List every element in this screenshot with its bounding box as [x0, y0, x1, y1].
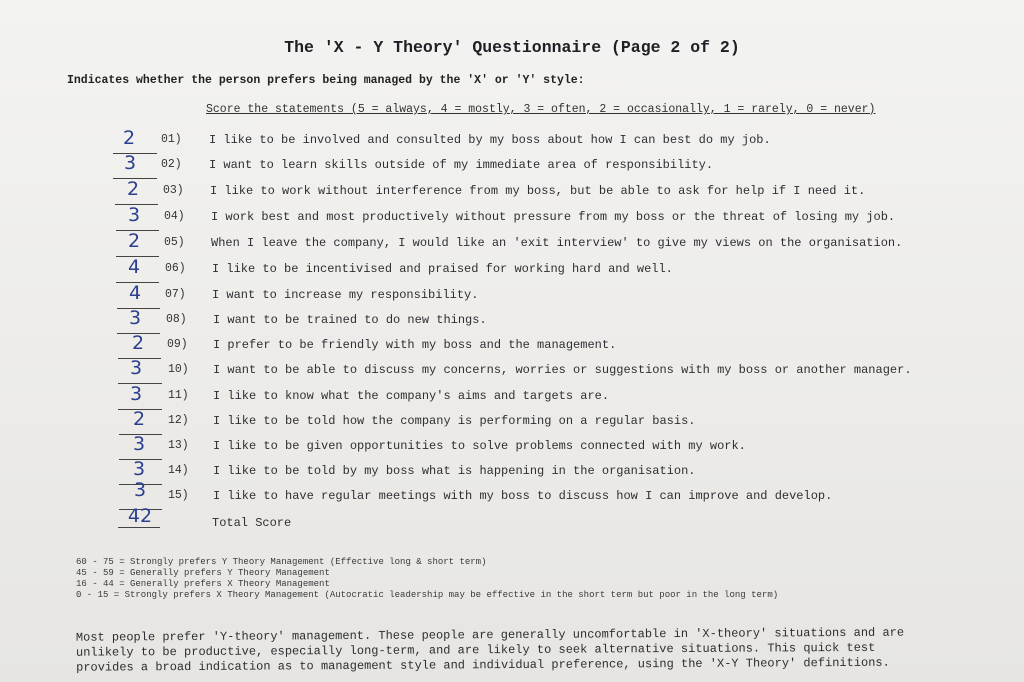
- handwritten-score: 3: [132, 433, 146, 455]
- handwritten-score: 2: [122, 127, 136, 149]
- question-text: I like to be given opportunities to solve problems connected with my work.: [213, 439, 746, 453]
- legend-line: 60 - 75 = Strongly prefers Y Theory Management (Effective long & short term): [76, 557, 487, 567]
- total-score-value: 42: [127, 505, 153, 527]
- scoring-instructions: Score the statements (5 = always, 4 = mostly, 3 = often, 2 = occasionally, 1 = rarely, 0 = never): [206, 103, 876, 116]
- total-score-label: Total Score: [212, 516, 292, 530]
- footer-line: unlikely to be productive, especially long-term, and are likely to seek alternative situations. This quick test: [75, 640, 876, 660]
- question-number: 06): [165, 262, 186, 275]
- question-number: 04): [164, 210, 185, 223]
- subtitle: Indicates whether the person prefers being managed by the 'X' or 'Y' style:: [67, 74, 585, 87]
- legend-line: 45 - 59 = Generally prefers Y Theory Management: [76, 568, 330, 578]
- question-number: 07): [165, 288, 186, 301]
- question-number: 02): [161, 158, 182, 171]
- question-text: I like to be told how the company is performing on a regular basis.: [213, 414, 696, 428]
- footer-paragraph: [76, 625, 956, 675]
- handwritten-score: 3: [128, 307, 142, 329]
- score-legend: [76, 557, 778, 601]
- legend-line: 16 - 44 = Generally prefers X Theory Management: [76, 579, 330, 589]
- question-text: I like to work without interference from my boss, but be able to ask for help if I need it.: [210, 184, 866, 198]
- footer-line: provides a broad indication as to management style and individual preference, using the 'X-Y Theory' definitions.: [76, 655, 890, 675]
- question-text: I want to increase my responsibility.: [212, 288, 479, 302]
- page-title: The 'X - Y Theory' Questionnaire (Page 2 of 2): [284, 38, 740, 57]
- handwritten-score: 3: [127, 204, 141, 226]
- question-number: 08): [166, 313, 187, 326]
- handwritten-score: 3: [123, 152, 137, 174]
- question-number: 11): [168, 389, 189, 402]
- handwritten-score: 2: [132, 408, 146, 430]
- handwritten-score: 3: [129, 383, 143, 405]
- question-text: I want to learn skills outside of my immediate area of responsibility.: [209, 158, 714, 172]
- footer-line: Most people prefer 'Y-theory' management. These people are generally uncomfortable in 'X-theory' situations and are: [75, 625, 905, 645]
- question-text: I like to be incentivised and praised for working hard and well.: [212, 262, 673, 276]
- question-number: 01): [161, 133, 182, 146]
- question-text: I want to be able to discuss my concerns, worries or suggestions with my boss or another manager.: [213, 363, 912, 377]
- question-number: 05): [164, 236, 185, 249]
- question-text: I like to know what the company's aims and targets are.: [213, 389, 610, 403]
- question-number: 14): [168, 464, 189, 477]
- question-text: I like to have regular meetings with my boss to discuss how I can improve and develop.: [213, 489, 833, 503]
- question-number: 15): [168, 489, 189, 502]
- question-text: I like to be told by my boss what is happening in the organisation.: [213, 464, 696, 478]
- question-number: 12): [168, 414, 189, 427]
- handwritten-score: 2: [126, 178, 140, 200]
- handwritten-score: 4: [128, 282, 142, 304]
- question-text: I prefer to be friendly with my boss and the management.: [213, 338, 617, 352]
- handwritten-score: 2: [131, 332, 145, 354]
- handwritten-score: 3: [133, 479, 147, 501]
- question-number: 13): [168, 439, 189, 452]
- handwritten-score: 4: [127, 256, 141, 278]
- question-text: I work best and most productively without pressure from my boss or the threat of losing my job.: [211, 210, 896, 224]
- question-row: [0, 127, 1024, 159]
- legend-line: 0 - 15 = Strongly prefers X Theory Management (Autocratic leadership may be effective in the short term but poor in the long term): [76, 590, 779, 600]
- total-score-underline: [118, 527, 160, 528]
- question-text: I like to be involved and consulted by my boss about how I can best do my job.: [209, 133, 771, 147]
- handwritten-score: 3: [129, 357, 143, 379]
- question-text: I want to be trained to do new things.: [213, 313, 487, 327]
- question-number: 09): [167, 338, 188, 351]
- question-number: 03): [163, 184, 184, 197]
- handwritten-score: 3: [132, 458, 146, 480]
- question-text: When I leave the company, I would like an 'exit interview' to give my views on the organisation.: [211, 236, 903, 250]
- question-number: 10): [168, 363, 189, 376]
- handwritten-score: 2: [127, 230, 141, 252]
